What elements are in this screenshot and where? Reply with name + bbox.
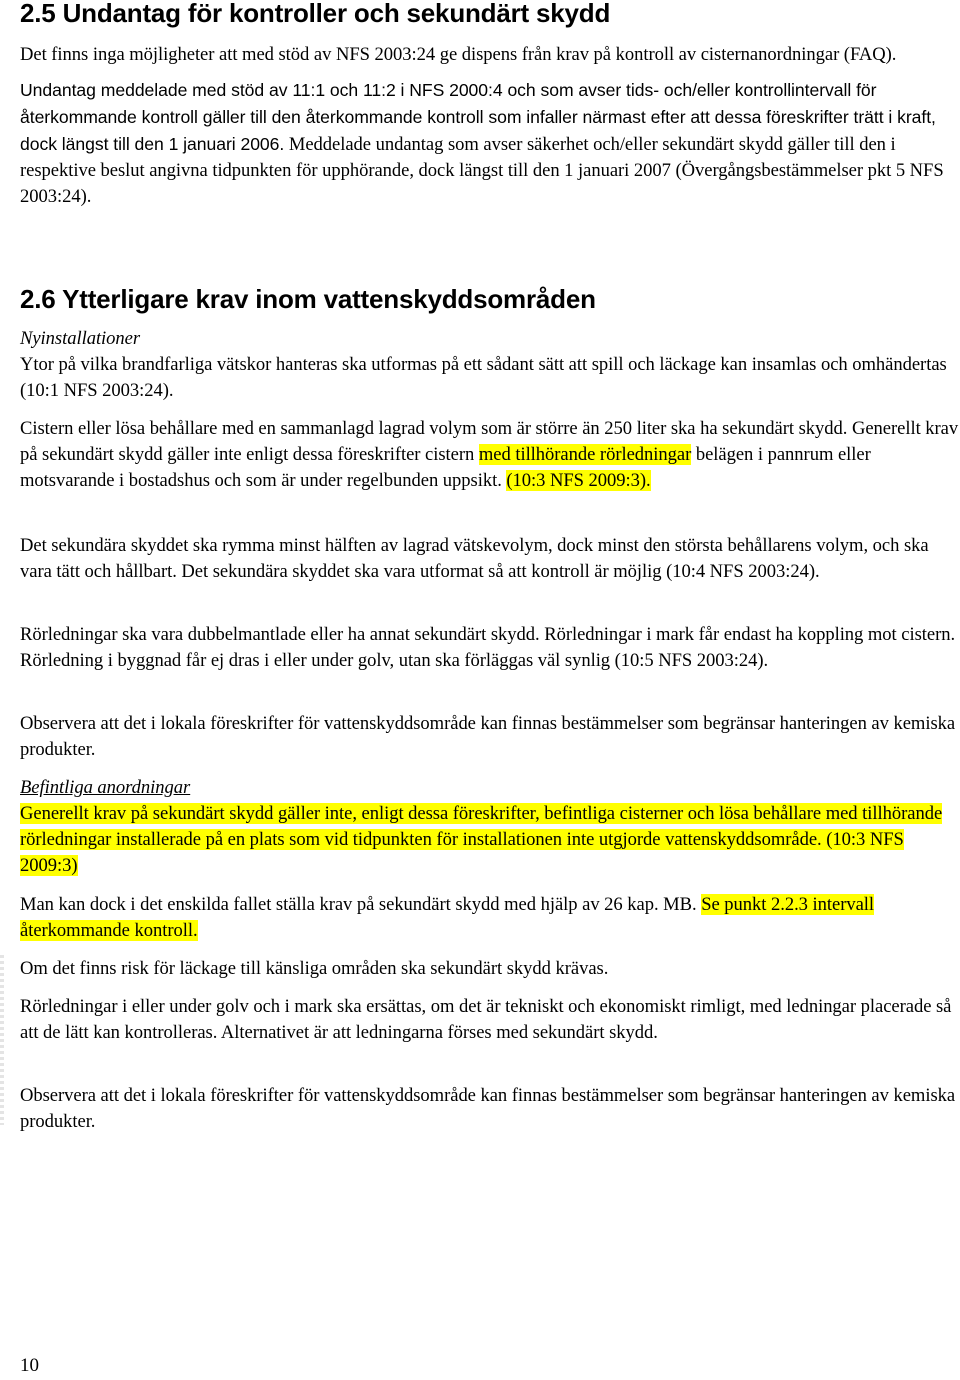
paragraph-dispens: Det finns inga möjligheter att med stöd av NFS 2003:24 ge dispens från krav på kontroll av cisternanordningar (FAQ). bbox=[20, 44, 897, 65]
section-heading-2-5: 2.5 Undantag för kontroller och sekundärt skydd bbox=[20, 0, 611, 28]
subheading-nyinstallationer: Nyinstallationer bbox=[20, 328, 141, 349]
paragraph-cistern-part1: Cistern eller lösa behållare med en sammanlagd lagrad volym som är större än 250 liter ska ha sekundärt skydd. Generellt krav på sekundärt skydd gäller inte enligt dessa föreskrifter cistern bbox=[20, 418, 959, 465]
highlight-rorledningar: med tillhörande rörledningar bbox=[478, 444, 692, 465]
highlight-se-punkt: Se punkt 2.2.3 intervall återkommande kontroll. bbox=[20, 894, 875, 941]
paragraph-sekundara-skyddet: Det sekundära skyddet ska rymma minst hälften av lagrad vätskevolym, dock minst den största behållarens volym, och ska vara tätt och hållbart. Det sekundära skyddet ska vara utformat så att kontroll är möjlig (10:4 NFS 2003:24). bbox=[20, 535, 929, 582]
paragraph-observera-1: Observera att det i lokala föreskrifter för vattenskyddsområde kan finnas bestämmelser som begränsar hanteringen av kemiska produkter. bbox=[20, 713, 956, 760]
paragraph-rorledningar-mark: Rörledningar i eller under golv och i mark ska ersättas, om det är tekniskt och ekonomiskt rimligt, med ledningar placerade så att de lätt kan kontrolleras. Alternativet är att ledningarna förses med sekundärt skydd. bbox=[20, 996, 952, 1043]
subheading-befintliga: Befintliga anordningar bbox=[20, 777, 191, 798]
section-heading-2-6: 2.6 Ytterligare krav inom vattenskyddsområden bbox=[20, 284, 596, 314]
paragraph-man-kan bbox=[20, 892, 960, 944]
highlight-generellt-krav: Generellt krav på sekundärt skydd gäller inte, enligt dessa föreskrifter, befintliga cisterner och lösa behållare med tillhörande rörledningar installerade på en plats som vid tidpunkten för installationen inte utgjorde vattenskyddsområde. (10:3 NFS 2009:3) bbox=[20, 803, 943, 876]
paragraph-man-kan-text: Man kan dock i det enskilda fallet ställa krav på sekundärt skydd med hjälp av 26 kap. MB. bbox=[20, 894, 702, 915]
margin-scan-mark bbox=[0, 955, 4, 1125]
page-number: 10 bbox=[20, 1355, 39, 1376]
paragraph-cistern-part2: belägen i pannrum eller motsvarande i bostadshus och som är under regelbunden uppsikt. bbox=[20, 444, 871, 491]
paragraph-undantag bbox=[20, 77, 960, 210]
paragraph-undantag-part1: Undantag meddelade med stöd av 11:1 och 11:2 i NFS 2000:4 och som avser tids- och/eller kontrollintervall för återkommande kontroll gäller till den återkommande kontroll som infaller närmast efter att dessa föreskrifter trätt i kraft, dock längst till den 1 januari 2006. bbox=[20, 80, 936, 154]
paragraph-rorledningar: Rörledningar ska vara dubbelmantlade eller ha annat sekundärt skydd. Rörledningar i mark får endast ha koppling mot cistern. Rörledning i byggnad får ej dras i eller under golv, utan ska förläggas väl synlig (10:5 NFS 2003:24). bbox=[20, 624, 956, 671]
paragraph-observera-2: Observera att det i lokala föreskrifter för vattenskyddsområde kan finnas bestämmelser som begränsar hanteringen av kemiska produkter. bbox=[20, 1085, 956, 1132]
paragraph-generellt-krav bbox=[20, 801, 960, 879]
paragraph-undantag-part2: Meddelade undantag som avser säkerhet och/eller sekundärt skydd gäller till den i respektive beslut angivna tidpunkten för upphörande, dock längst till den 1 januari 2007 (Övergångsbestämmelser pkt 5 NFS 2003:24). bbox=[20, 134, 944, 207]
paragraph-ytor: Ytor på vilka brandfarliga vätskor hanteras ska utformas på ett sådant sätt att spill och läckage kan insamlas och omhändertas (10:1 NFS 2003:24). bbox=[20, 354, 947, 401]
paragraph-risk: Om det finns risk för läckage till känsliga områden ska sekundärt skydd krävas. bbox=[20, 958, 609, 979]
paragraph-cistern bbox=[20, 416, 960, 494]
highlight-reference: (10:3 NFS 2009:3). bbox=[506, 470, 651, 491]
